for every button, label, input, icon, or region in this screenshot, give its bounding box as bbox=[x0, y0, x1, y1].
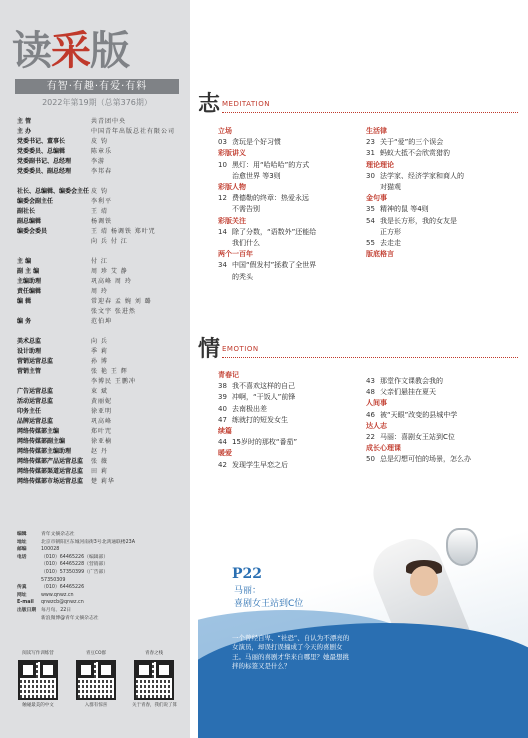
toc-entry bbox=[218, 404, 297, 415]
contact-row bbox=[17, 584, 135, 592]
toc-entry bbox=[366, 171, 464, 182]
staff-row-value: 黄丽妮 bbox=[91, 398, 113, 405]
staff-list bbox=[17, 117, 175, 487]
staff-row-value: 张 薇 bbox=[91, 458, 108, 465]
contact-row-label: E-mail bbox=[17, 600, 34, 606]
issue-number: 2022年第19期（总第376期） bbox=[42, 98, 152, 107]
contact-row-value: （010）64465228（营销部） bbox=[41, 562, 109, 568]
staff-row-label: 社长、总编辑、编委会主任 bbox=[17, 188, 90, 195]
meditation-char: 志 bbox=[198, 91, 221, 117]
tagline: 有智·有趣·有爱·有料 bbox=[15, 79, 179, 94]
staff-row bbox=[17, 227, 175, 237]
contact-row bbox=[17, 592, 135, 600]
staff-row-label: 副总编辑 bbox=[17, 218, 42, 225]
staff-row-value: 楚 莉华 bbox=[91, 478, 115, 485]
toc-entry bbox=[366, 238, 464, 249]
toc-page-number: 14 bbox=[218, 227, 227, 236]
contact-row bbox=[17, 607, 135, 615]
staff-row bbox=[17, 187, 175, 197]
staff-row bbox=[17, 167, 175, 177]
toc-category: 彩版讲义 bbox=[218, 149, 246, 158]
staff-row-value: 杨调铁 bbox=[91, 218, 113, 225]
feature-title: 马丽： 喜剧女王站到C位 bbox=[234, 586, 304, 609]
toc-category: 续篇 bbox=[218, 427, 232, 436]
toc-title-continued: 我们什么 bbox=[232, 239, 260, 248]
staff-row-label: 党委委员、总编辑 bbox=[17, 148, 66, 155]
contact-row-label bbox=[17, 569, 41, 577]
staff-row bbox=[17, 397, 175, 407]
staff-row-label bbox=[17, 327, 91, 337]
toc-page-number: 43 bbox=[366, 377, 375, 385]
staff-row-label bbox=[17, 237, 91, 247]
staff-row-label: 主 编 bbox=[17, 258, 32, 265]
staff-row bbox=[17, 197, 175, 207]
toc-entry bbox=[366, 148, 464, 159]
contact-row-label bbox=[17, 615, 41, 623]
toc-page-number: 47 bbox=[218, 415, 227, 424]
toc-category: 人间事 bbox=[366, 399, 387, 408]
staff-row bbox=[17, 357, 175, 367]
staff-row-value: 常迎春 孟 婉 刘 璐 bbox=[91, 298, 152, 305]
contact-row-value: 57350309 bbox=[41, 577, 66, 583]
toc-category: 版底格言 bbox=[366, 250, 394, 259]
staff-row-label: 编委会副主任 bbox=[17, 198, 54, 205]
staff-row bbox=[17, 157, 175, 167]
contact-row-label: 地址 bbox=[17, 539, 27, 545]
staff-row-label: 营销运营总监 bbox=[17, 358, 54, 365]
staff-row bbox=[17, 307, 175, 317]
toc-title: 去南极出差 bbox=[232, 404, 267, 413]
toc-category: 生活律 bbox=[366, 127, 387, 135]
staff-row-label: 网络传媒部主编 bbox=[17, 428, 60, 435]
staff-row-value: 张文宇 张进然 bbox=[91, 308, 136, 315]
staff-row-value: 范伯坤 bbox=[91, 318, 113, 325]
staff-row-label: 印务主任 bbox=[17, 408, 42, 415]
meditation-header bbox=[198, 91, 518, 118]
staff-row-label: 责任编辑 bbox=[17, 288, 42, 295]
helmet-illustration bbox=[446, 528, 478, 566]
toc-category: 青春记 bbox=[218, 371, 239, 379]
toc-page-number: 34 bbox=[218, 261, 227, 270]
toc-page-number: 10 bbox=[218, 160, 227, 169]
staff-row-label: 网络传媒部市场运营总监 bbox=[17, 478, 84, 485]
qr-block bbox=[132, 650, 176, 708]
contact-row-label: 出版日期 bbox=[17, 607, 37, 613]
toc-entry bbox=[366, 204, 464, 215]
toc-title: 黑灯：用“哈哈哈”的方式 bbox=[232, 160, 310, 169]
toc-title: 被“天眼”改变的县城中学 bbox=[380, 410, 458, 419]
staff-row bbox=[17, 477, 175, 487]
contact-row bbox=[17, 561, 135, 569]
feature-blurb: 一个曾经自卑、“社恐”、自认为不漂亮的女演员，却误打误撞成了今天的喜剧女王。马丽的喜剧才华来自哪里？她最想挑拌的标签又是什么？ bbox=[232, 634, 350, 671]
staff-row-label: 编委会委员 bbox=[17, 228, 48, 235]
toc-title: 马丽：喜剧女王站到C位 bbox=[380, 433, 455, 442]
staff-row bbox=[17, 137, 175, 147]
emotion-toc-left bbox=[218, 370, 297, 471]
contact-row-value: 青年文摘杂志社 bbox=[41, 532, 75, 537]
toc-title: 15岁时的那枚“番茄” bbox=[232, 438, 298, 447]
staff-row-value: 徐亚楠 bbox=[91, 438, 113, 445]
contact-row bbox=[17, 546, 135, 554]
staff-row-label: 网络传媒部产品运营总监 bbox=[17, 458, 84, 465]
staff-row-value: 巩高峰 bbox=[91, 418, 113, 425]
contact-row-label: 传真 bbox=[17, 585, 27, 591]
toc-title: 精神的鼠 等4则 bbox=[380, 205, 429, 214]
staff-row-value: 中国青年出版总社有限公司 bbox=[91, 128, 176, 135]
staff-row-value: 李邦春 bbox=[91, 168, 113, 175]
feature-page-number: P22 bbox=[232, 566, 263, 582]
toc-title: 除了分数，“语数外”还能给 bbox=[232, 227, 317, 236]
staff-row bbox=[17, 347, 175, 357]
toc-entry bbox=[366, 216, 464, 227]
toc-page-number: 22 bbox=[366, 433, 375, 442]
emotion-label: EMOTION bbox=[222, 345, 259, 353]
staff-row bbox=[17, 297, 175, 307]
contact-row-label: 邮编 bbox=[17, 547, 27, 553]
qr-caption: 关于青春，我们说了算 bbox=[132, 703, 177, 708]
toc-title: 法学家、经济学家和商人的 bbox=[380, 171, 464, 180]
toc-page-number: 54 bbox=[366, 216, 375, 225]
contact-row-value: （010）57350399（广告部） bbox=[41, 569, 109, 575]
toc-title-continued: 对猫观 bbox=[380, 183, 401, 192]
staff-row-value: 束 斌 bbox=[91, 388, 108, 395]
toc-category: 彩版关注 bbox=[218, 216, 246, 225]
staff-row-label: 营销主管 bbox=[17, 368, 42, 375]
toc-category: 理论理论 bbox=[366, 160, 394, 169]
staff-row-label bbox=[17, 377, 91, 387]
contact-row-label: 编辑 bbox=[17, 532, 27, 537]
toc-page-number: 39 bbox=[218, 393, 227, 402]
contact-row-label: 电话 bbox=[17, 554, 27, 560]
emotion-header bbox=[198, 336, 518, 363]
contact-row bbox=[17, 531, 135, 539]
toc-entry bbox=[218, 460, 297, 471]
contact-row-label: 网址 bbox=[17, 592, 27, 598]
staff-row-value: 田 莉 bbox=[91, 468, 108, 475]
toc-entry bbox=[366, 387, 471, 398]
toc-entry bbox=[366, 137, 464, 148]
staff-row bbox=[17, 237, 175, 247]
staff-row-value: 皮 钧 bbox=[91, 188, 108, 195]
staff-row-label: 广告运营总监 bbox=[17, 388, 54, 395]
staff-row-label: 活动运营总监 bbox=[17, 398, 54, 405]
meditation-label: MEDITATION bbox=[222, 100, 270, 108]
staff-row-value: 徐亚明 bbox=[91, 408, 113, 415]
staff-row-value: 李利平 bbox=[91, 198, 113, 205]
toc-page-number: 40 bbox=[218, 404, 227, 413]
staff-row-label: 主 办 bbox=[17, 128, 32, 135]
staff-row-value: 张 艳 王 辉 bbox=[91, 368, 128, 375]
staff-row-value: 季 莉 bbox=[91, 348, 108, 355]
toc-entry bbox=[218, 193, 316, 204]
staff-row-value: 王 靖 bbox=[91, 208, 108, 215]
staff-row bbox=[17, 117, 175, 127]
staff-row-value: 向 兵 付 江 bbox=[91, 238, 128, 245]
toc-category: 暖爱 bbox=[218, 449, 232, 458]
staff-row bbox=[17, 457, 175, 467]
toc-entry bbox=[218, 160, 316, 171]
toc-entry bbox=[218, 415, 297, 426]
toc-entry bbox=[366, 376, 471, 387]
staff-row bbox=[17, 437, 175, 447]
staff-row-label bbox=[17, 307, 91, 317]
staff-row bbox=[17, 377, 175, 387]
contact-row-value: （010）64465226（编辑部） bbox=[41, 554, 109, 560]
toc-title: 贪玩是个好习惯 bbox=[232, 138, 281, 147]
qr-code bbox=[18, 660, 58, 700]
staff-row-value: 周 珍 艾 静 bbox=[91, 268, 128, 275]
face-illustration bbox=[410, 566, 438, 596]
staff-row-label: 副 主 编 bbox=[17, 268, 40, 275]
toc-page-number: 46 bbox=[366, 410, 375, 419]
staff-row-label: 党委委员、副总经理 bbox=[17, 168, 72, 175]
toc-page-number: 42 bbox=[218, 460, 227, 469]
toc-title: 蚂蚁大抵不会欣赏猎豹 bbox=[380, 149, 450, 158]
meditation-toc-left bbox=[218, 126, 316, 283]
magazine-logo: 读采版 bbox=[12, 27, 129, 74]
divider bbox=[222, 112, 518, 113]
staff-row-value: 赵 丹 bbox=[91, 448, 108, 455]
staff-row bbox=[17, 217, 175, 227]
contact-row bbox=[17, 569, 135, 577]
contact-row-value: 每月旬、22日 bbox=[41, 607, 72, 613]
staff-row-label bbox=[17, 177, 91, 187]
emotion-toc-right bbox=[366, 376, 471, 466]
staff-row bbox=[17, 327, 175, 337]
toc-page-number: 12 bbox=[218, 194, 227, 203]
qr-block bbox=[74, 650, 118, 708]
toc-entry bbox=[366, 432, 471, 443]
contact-row-label bbox=[17, 561, 41, 569]
staff-row-label: 副社长 bbox=[17, 208, 36, 215]
qr-code bbox=[76, 660, 116, 700]
staff-row-value: 共青团中央 bbox=[91, 118, 127, 125]
masthead-sidebar bbox=[0, 0, 190, 738]
staff-row-label: 美术总监 bbox=[17, 338, 42, 345]
staff-row-value: 孙 博 bbox=[91, 358, 108, 365]
toc-entry bbox=[366, 410, 471, 421]
staff-row bbox=[17, 337, 175, 347]
staff-row bbox=[17, 127, 175, 137]
toc-entry bbox=[218, 137, 316, 148]
toc-entry bbox=[218, 227, 316, 238]
toc-entry bbox=[218, 381, 297, 392]
contact-row-value: 100028 bbox=[41, 547, 60, 553]
staff-row bbox=[17, 277, 175, 287]
staff-row-value: 李博民 王鹏冲 bbox=[91, 378, 136, 385]
toc-category: 成长心理课 bbox=[366, 444, 401, 453]
toc-title: 那堂作文课教会我的 bbox=[380, 377, 443, 385]
staff-row-label: 品牌运营总监 bbox=[17, 418, 54, 425]
toc-page-number: 44 bbox=[218, 438, 227, 447]
staff-row-label: 党委书记、董事长 bbox=[17, 138, 66, 145]
staff-row-label: 网络传媒部渠道运营总监 bbox=[17, 468, 84, 475]
staff-row-label: 主编助理 bbox=[17, 278, 42, 285]
toc-category: 金句事 bbox=[366, 194, 387, 203]
qr-block bbox=[16, 650, 60, 708]
staff-row-label: 网络传媒部主编助理 bbox=[17, 448, 72, 455]
toc-entry bbox=[366, 454, 471, 465]
staff-row-value: 王 靖 杨调铁 郑叶咒 bbox=[91, 228, 156, 235]
staff-row-value: 陈章乐 bbox=[91, 148, 113, 155]
toc-category: 立场 bbox=[218, 127, 232, 135]
qr-title: 阅读写作训练营 bbox=[22, 651, 54, 656]
toc-title: 我不喜欢这样的自己 bbox=[232, 382, 295, 391]
staff-row bbox=[17, 367, 175, 377]
toc-title: 父亲们悬挂在夏天 bbox=[380, 388, 436, 397]
toc-title: 练就打的短发女生 bbox=[232, 415, 288, 424]
staff-row bbox=[17, 257, 175, 267]
contact-row bbox=[17, 599, 135, 607]
staff-row bbox=[17, 467, 175, 477]
meditation-toc-right bbox=[366, 126, 464, 260]
toc-title: 发现学生早恋之后 bbox=[232, 460, 288, 469]
staff-row-label: 编 务 bbox=[17, 318, 32, 325]
staff-row bbox=[17, 417, 175, 427]
toc-title: 中国“假发村”拯救了全世界 bbox=[232, 261, 317, 270]
toc-title: 费德勒的终章：热爱永远 bbox=[232, 194, 309, 203]
staff-row bbox=[17, 267, 175, 277]
toc-title: 总是幻想可怕的场景，怎么办 bbox=[380, 455, 471, 464]
contact-row-value: 北京市朝阳区东城河南街3号北鸿通联楼23A bbox=[41, 539, 135, 545]
toc-title-continued: 正方形 bbox=[380, 227, 401, 236]
qr-caption: 触碰最美的中文 bbox=[22, 703, 54, 708]
contact-row-label bbox=[17, 577, 41, 585]
toc-page-number: 31 bbox=[366, 149, 375, 158]
staff-row-label: 编 辑 bbox=[17, 298, 32, 305]
contact-row-value: （010）64465226 bbox=[41, 585, 85, 591]
contact-row bbox=[17, 615, 135, 623]
toc-title-continued: 治愈世界 等3则 bbox=[232, 171, 281, 180]
toc-title: 去走走 bbox=[380, 239, 401, 248]
staff-row-label: 网络传媒部副主编 bbox=[17, 438, 66, 445]
toc-category: 达人志 bbox=[366, 421, 387, 430]
qr-caption: 入群有惊喜 bbox=[84, 703, 108, 708]
staff-row-value: 付 江 bbox=[91, 258, 108, 265]
toc-entry bbox=[218, 392, 297, 403]
toc-title: 冲啊，“干饭人”前锋 bbox=[232, 393, 296, 402]
emotion-char: 情 bbox=[198, 336, 221, 362]
qr-code bbox=[134, 660, 174, 700]
staff-row-label: 党委副书记、总经理 bbox=[17, 158, 72, 165]
toc-title: 我是长方形，我的女友是 bbox=[380, 216, 457, 225]
staff-row-value: 郑叶咒 bbox=[91, 428, 113, 435]
staff-row-value: 周 玲 bbox=[91, 288, 108, 295]
toc-page-number: 30 bbox=[366, 171, 375, 180]
toc-category: 彩版人物 bbox=[218, 183, 246, 192]
contact-row bbox=[17, 577, 135, 585]
staff-row-value: 李游 bbox=[91, 158, 106, 165]
toc-page-number: 23 bbox=[366, 138, 375, 147]
contact-row-value: 新浪微博@青年文摘杂志社 bbox=[41, 615, 99, 621]
staff-row-label: 主 管 bbox=[17, 118, 32, 125]
toc-page-number: 35 bbox=[366, 205, 375, 214]
staff-row-label: 设计助理 bbox=[17, 348, 42, 355]
staff-row-label bbox=[17, 247, 91, 257]
toc-page-number: 55 bbox=[366, 239, 375, 248]
staff-row bbox=[17, 247, 175, 257]
contact-row-value: www.qnwz.cn bbox=[41, 592, 74, 598]
staff-row bbox=[17, 287, 175, 297]
staff-row-value: 向 兵 bbox=[91, 338, 108, 345]
staff-row bbox=[17, 317, 175, 327]
toc-title-continued: 不需告别 bbox=[232, 205, 260, 214]
contact-row bbox=[17, 554, 135, 562]
toc-page-number: 50 bbox=[366, 455, 375, 464]
toc-category: 两个一百年 bbox=[218, 250, 253, 259]
staff-row bbox=[17, 147, 175, 157]
staff-row bbox=[17, 407, 175, 417]
toc-title: 关于“爱”的三个误会 bbox=[380, 138, 444, 147]
toc-page-number: 03 bbox=[218, 138, 227, 147]
contact-info bbox=[17, 531, 135, 622]
staff-row-value: 皮 钧 bbox=[91, 138, 108, 145]
staff-row bbox=[17, 387, 175, 397]
toc-entry bbox=[218, 260, 316, 271]
contact-row-value: qnwzcb@qnwz.cn bbox=[41, 600, 84, 606]
staff-row-value: 巩高峰 周 玲 bbox=[91, 278, 132, 285]
qr-title: 青豆CO群 bbox=[85, 651, 107, 656]
contact-row bbox=[17, 539, 135, 547]
toc-title-continued: 的秃头 bbox=[232, 272, 253, 281]
toc-page-number: 48 bbox=[366, 388, 375, 397]
staff-row bbox=[17, 427, 175, 437]
feature-panel bbox=[198, 528, 528, 738]
staff-row bbox=[17, 447, 175, 457]
toc-page-number: 38 bbox=[218, 382, 227, 391]
staff-row bbox=[17, 177, 175, 187]
toc-entry bbox=[218, 437, 297, 448]
staff-row bbox=[17, 207, 175, 217]
qr-title: 青春之栈 bbox=[145, 651, 163, 656]
divider bbox=[222, 357, 518, 358]
